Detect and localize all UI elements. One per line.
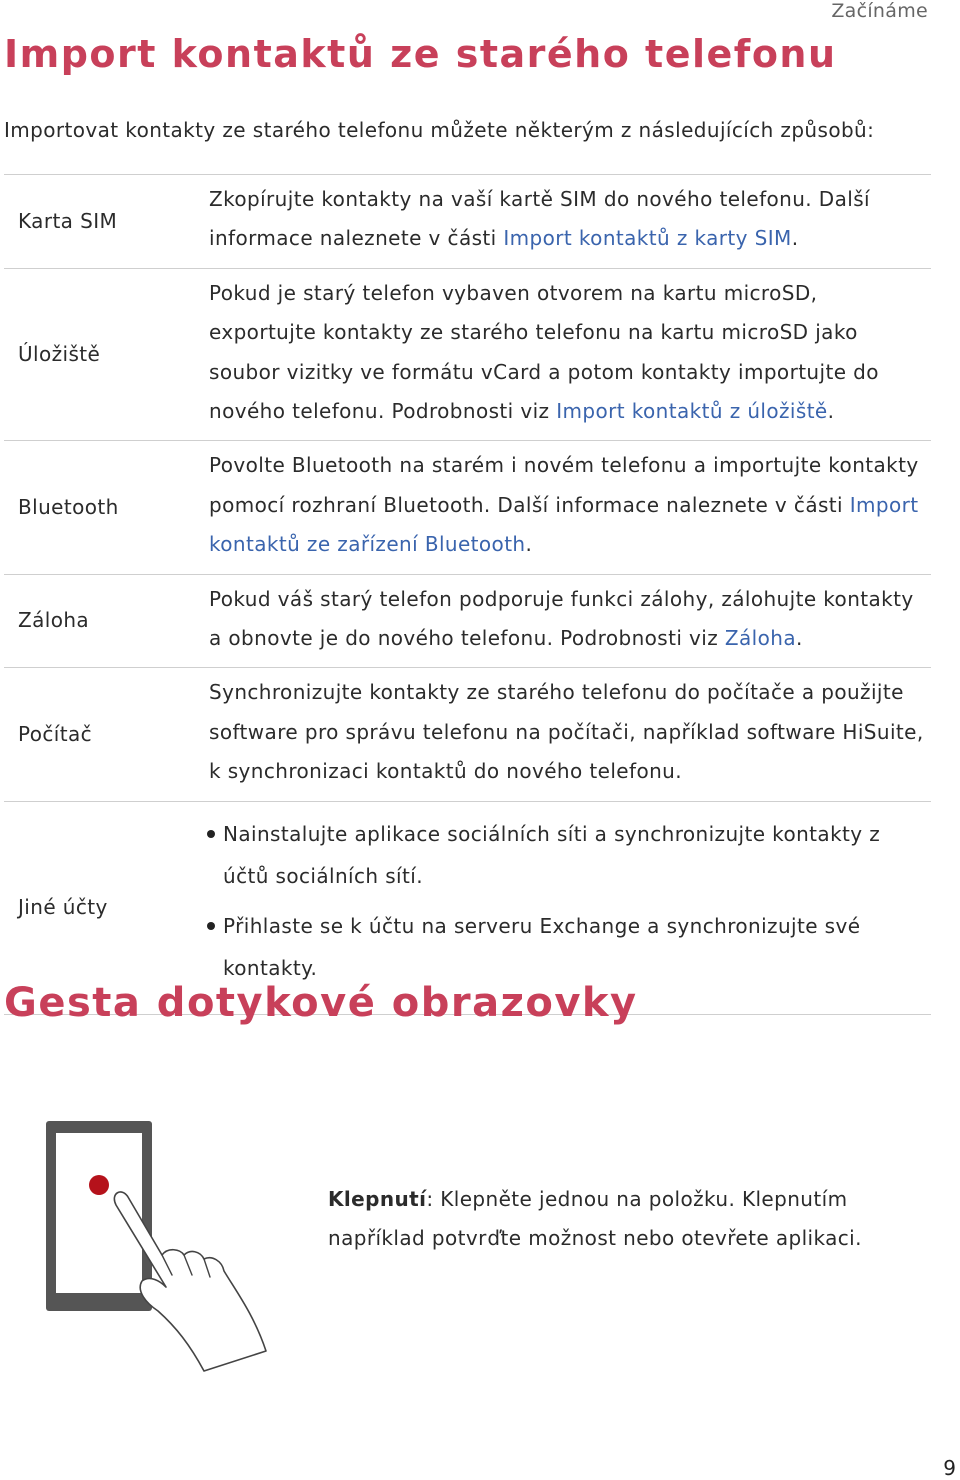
method-label: Záloha [4, 574, 209, 668]
method-label: Počítač [4, 668, 209, 801]
import-methods-table [4, 174, 931, 1015]
method-row-backup [4, 574, 931, 668]
tap-text: Klepněte jednou na položku. Klepnutím například potvrďte možnost nebo otevřete aplikaci. [328, 1187, 862, 1251]
method-text-end: . [525, 532, 533, 557]
import-sim-link[interactable]: Import kontaktů z karty SIM [503, 226, 792, 251]
phone-tap-gesture-icon [40, 1115, 280, 1379]
tap-description [328, 1180, 888, 1259]
tap-separator: : [426, 1187, 434, 1211]
import-bluetooth-link[interactable]: Import kontaktů ze zařízení Bluetooth [209, 492, 919, 557]
method-description [209, 574, 931, 668]
method-row-sim [4, 175, 931, 269]
list-item: Nainstalujte aplikace sociálních síti a synchronizujte kontakty z účtů sociálních sítí. [209, 813, 931, 897]
method-text-end: . [827, 399, 835, 424]
method-row-computer [4, 668, 931, 801]
tap-term: Klepnutí [328, 1187, 427, 1211]
tap-point-dot [89, 1175, 109, 1195]
method-label: Úložiště [4, 268, 209, 441]
page-number: 9 [943, 1456, 956, 1480]
method-description [209, 268, 931, 441]
method-label: Bluetooth [4, 441, 209, 574]
method-row-bluetooth [4, 441, 931, 574]
method-text: Pokud váš starý telefon podporuje funkci zálohy, zálohujte kontakty a obnovte je do nového telefonu. Podrobnosti viz [209, 586, 914, 651]
method-text: Synchronizujte kontakty ze starého telefonu do počítače a použijte software pro správu telefonu na počítači, například software HiSuite, k synchronizaci kontaktů do nového telefonu. [209, 680, 924, 784]
import-storage-link[interactable]: Import kontaktů z úložiště [556, 399, 828, 424]
section-title: Gesta dotykové obrazovky [4, 980, 638, 1026]
phone-tap-illustration [40, 1115, 280, 1375]
list-item: Přihlaste se k účtu na serveru Exchange a synchronizujte své kontakty. [209, 905, 931, 989]
method-text-end: . [791, 226, 799, 251]
page-title: Import kontaktů ze starého telefonu [4, 32, 837, 76]
method-label: Jiné účty [4, 801, 209, 1014]
method-text: Povolte Bluetooth na starém i novém telefonu a importujte kontakty pomocí rozhraní Bluetooth. Další informace naleznete v části [209, 453, 919, 517]
method-row-storage [4, 268, 931, 441]
other-accounts-list [209, 807, 931, 1005]
method-text: Pokud je starý telefon vybaven otvorem na kartu microSD, exportujte kontakty ze starého telefonu na kartu microSD jako soubor vizitky ve formátu vCard a potom kontakty importujte do nového telefonu. Podrobnosti viz [209, 280, 879, 424]
method-text-end: . [796, 626, 803, 651]
method-text: Zkopírujte kontakty na vaší kartě SIM do nového telefonu. Další informace naleznete v části [209, 187, 871, 251]
section-header: Začínáme [831, 0, 928, 22]
method-description [209, 441, 931, 574]
method-description [209, 175, 931, 269]
backup-link[interactable]: Záloha [724, 626, 797, 651]
intro-text: Importovat kontakty ze starého telefonu můžete některým z následujících způsobů: [4, 118, 875, 142]
method-label: Karta SIM [4, 175, 209, 269]
method-description [209, 668, 931, 801]
